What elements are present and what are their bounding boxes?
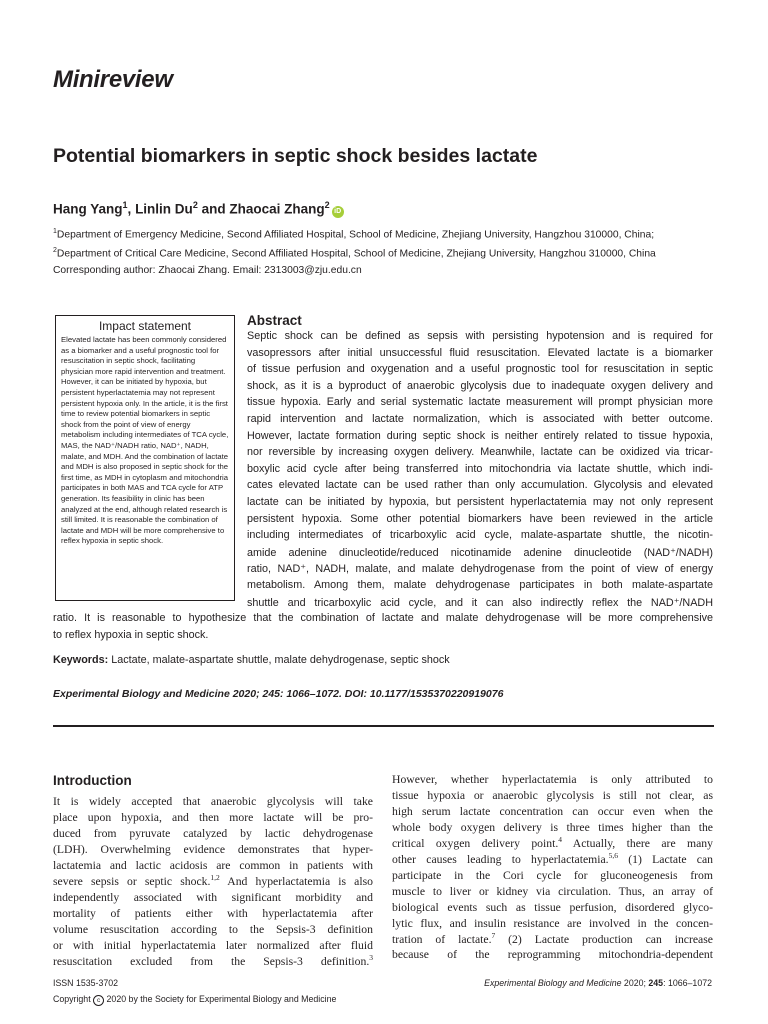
author-name: Zhaocai Zhang xyxy=(229,201,325,217)
author-affiliation-mark: 2 xyxy=(192,200,198,210)
affiliation-text: Department of Critical Care Medicine, Second Affiliated Hospital, School of Medicine, Zhejiang University, Hangzhou 310000, China xyxy=(56,248,656,260)
body-text-line xyxy=(392,930,713,946)
impact-statement-box xyxy=(55,315,235,601)
author-separator: and xyxy=(197,201,230,217)
abstract-line: boxylic acid cycle after being transferred into mitochondria via lactate shuttle, which indi- xyxy=(247,462,713,475)
body-text-line xyxy=(392,850,713,866)
abstract-line: cates elevated lactate can be used rather than only accumulation. Glycolysis and elevated xyxy=(247,479,713,492)
footer-journal-name: Experimental Biology and Medicine xyxy=(484,978,622,988)
author-name: Linlin Du xyxy=(135,201,193,217)
body-text: And hyperlactatemia is also xyxy=(219,874,373,888)
corresponding-author: Corresponding author: Zhaocai Zhang. Email: 2313003@zju.edu.cn xyxy=(53,264,362,276)
abstract-line: Septic shock can be defined as sepsis with persisting hypotension and is required for xyxy=(247,330,713,342)
body-text-line xyxy=(53,843,373,856)
body-text: lytic flux, and insulin resistance are involved in the concen- xyxy=(392,916,713,930)
body-text-line xyxy=(392,885,713,898)
citation-mark: 1,2 xyxy=(210,872,220,882)
orcid-icon[interactable]: iD xyxy=(332,206,344,218)
footer-journal-year: 2020; xyxy=(621,978,649,988)
footer-journal-volume: 245 xyxy=(648,978,664,988)
abstract-line: ratio. It is reasonable to hypothesize that the combination of lactate and malate dehydrogenase will be more comprehensive xyxy=(53,612,713,624)
abstract-line: amide adenine dinucleotide/reduced nicotinamide adenine dinucleotide (NAD⁺/NADH) xyxy=(247,546,713,559)
affiliation-mark: 1 xyxy=(53,228,57,235)
abstract-line: of tissue perfusion and oxygenation and a useful prognostic tool for resuscitation in septic xyxy=(247,363,713,376)
affiliation-text: Department of Emergency Medicine, Second Affiliated Hospital, School of Medicine, Zhejiang University, Hangzhou 310000, China; xyxy=(56,229,655,241)
citation-mark: 5,6 xyxy=(608,850,618,860)
abstract-line: persistent hypoxia. Some other potential biomarkers have been reviewed in the article xyxy=(247,512,713,525)
body-text: other causes leading to hyperlactatemia. xyxy=(392,852,609,866)
citation-mark: 7 xyxy=(491,930,496,940)
affiliation-line xyxy=(53,224,656,243)
footer-journal-pages: : 1066–1072 xyxy=(663,978,712,988)
abstract-line: including intermediates of tricarboxylic acid cycle, malate-aspartate shuttle, the nicotin- xyxy=(247,529,713,542)
body-text-line xyxy=(53,907,373,920)
body-text: participate in the Cori cycle for gluconeogenesis from xyxy=(392,868,713,882)
article-title: Potential biomarkers in septic shock besides lactate xyxy=(53,145,538,167)
body-text: tissue hypoxia or anaerobic glycolysis is still not clear, as xyxy=(392,788,713,802)
body-text: (1) Lactate can xyxy=(617,852,713,866)
body-text-line xyxy=(53,859,373,872)
body-text: because of the reprogramming mitochondria-dependent xyxy=(392,948,713,962)
impact-statement-text: Elevated lactate has been commonly considered as a biomarker and a useful prognostic tool for resuscitation in septic shock, facilitating physician more rapid intervention and treatment. However, it can be initiated by hypoxia, but persistent hyperlactatemia may not represent persistent hypoxia only. In the article, it is the first time to review potential biomarkers in septic shock from the point of view of energy metabolism including intermediates of TCA cycle, MAS, the NAD⁺/NADH ratio, NAD⁺, NADH, malate, and MDH. And the combination of lactate and MDH is also proposed in septic shock for the first time, as MDH in cytoplasm and mitochondria participates in both MAS and TCA cycle for ATP generation. Its feasibility in clinic has been analyzed at the end, although related research is still limited. It is reasonable the combination of lactate and MDH will be more comprehensive to reflex hypoxia in septic shock. xyxy=(61,335,229,546)
abstract-line: shock, as it is a byproduct of anaerobic glycolysis due to inadequate oxygen delivery and xyxy=(247,379,713,392)
body-text: place upon hypoxia, and then more lactate will be pro- xyxy=(53,810,373,824)
body-text: whole body oxygen delivery is three times higher than the xyxy=(392,820,713,834)
body-text: biological events such as tissue perfusion, disordered glyco- xyxy=(392,900,713,914)
footer-journal xyxy=(390,978,712,988)
body-text: It is widely accepted that anaerobic glycolysis will take xyxy=(53,795,373,808)
abstract-line: rapid intervention and lactate normalization, which is associated with better outcome. xyxy=(247,413,713,425)
affiliation-line xyxy=(53,243,656,262)
body-text-line xyxy=(392,773,713,786)
body-text: duced from pyruvate catalyzed by lactic dehydrogenase xyxy=(53,826,373,840)
affiliations xyxy=(53,224,656,279)
body-text: severe sepsis or septic shock. xyxy=(53,874,211,888)
body-text: critical oxygen delivery point. xyxy=(392,836,559,850)
body-text-line xyxy=(53,952,373,968)
body-text: However, whether hyperlactatemia is only attributed to xyxy=(392,773,713,786)
section-divider xyxy=(53,725,714,727)
author-separator: , xyxy=(127,201,136,217)
body-text: resuscitation excluded from the Sepsis-3 definition. xyxy=(53,954,370,968)
abstract-line: shuttle and tricarboxylic acid cycle, and it can also indirectly reflex the NAD⁺/NADH xyxy=(247,596,713,609)
body-text: volume resuscitation according to the Sepsis-3 definition xyxy=(53,922,373,936)
body-text-line xyxy=(392,834,713,850)
affiliation-mark: 2 xyxy=(53,247,57,255)
body-text: (2) Lactate production can increase xyxy=(495,932,713,946)
impact-statement-heading: Impact statement xyxy=(98,319,192,333)
author-affiliation-mark: 1 xyxy=(122,200,128,210)
body-text-line xyxy=(53,923,373,936)
body-text-line xyxy=(53,795,373,808)
body-text: tration of lactate. xyxy=(392,932,492,946)
body-text-line xyxy=(53,811,373,824)
abstract-line: vasopressors after initial unsuccessful fluid resuscitation. Elevated lactate is a biomarker xyxy=(247,346,713,359)
body-text: lactatemia and lactic acidosis are common in patients with xyxy=(53,858,373,872)
keywords-line xyxy=(53,654,450,666)
citation-mark: 3 xyxy=(369,952,373,962)
copyright-prefix: Copyright xyxy=(53,994,94,1004)
body-text: high serum lactate concentration can occur even when the xyxy=(392,804,713,818)
footer-issn: ISSN 1535-3702 xyxy=(53,978,119,988)
body-text: mortality of patients either with hyperlactatemia after xyxy=(53,906,373,920)
citation-line: Experimental Biology and Medicine 2020; 245: 1066–1072. DOI: 10.1177/1535370220919076 xyxy=(53,688,504,700)
body-text-line xyxy=(392,869,713,882)
copyright-icon: c xyxy=(93,995,104,1006)
introduction-heading: Introduction xyxy=(53,773,132,788)
body-text: muscle to liver or kidney via circulation. Thus, an array of xyxy=(392,884,713,898)
keywords-text: Lactate, malate-aspartate shuttle, malate dehydrogenase, septic shock xyxy=(108,654,450,666)
body-text-line xyxy=(392,917,713,930)
abstract-line: to reflex hypoxia in septic shock. xyxy=(53,628,209,641)
section-label: Minireview xyxy=(53,66,173,93)
body-text-line xyxy=(392,901,713,914)
abstract-line: metabolism. Among them, malate dehydrogenase participates in both malate-aspartate xyxy=(247,579,713,591)
body-text-line xyxy=(53,872,373,888)
abstract-line: ratio, NAD⁺, NADH, malate, and malate dehydrogenase from the point of view of energy xyxy=(247,563,713,576)
abstract-line: tissue hypoxia. Early and serial systematic lactate measurement will prompt physician more xyxy=(247,396,713,409)
body-text-line xyxy=(392,821,713,834)
body-text: (LDH). Overwhelming evidence demonstrates that hyper- xyxy=(53,842,373,856)
keywords-label: Keywords: xyxy=(53,654,109,666)
body-text-line xyxy=(392,948,713,961)
author-affiliation-mark: 2 xyxy=(324,200,330,210)
abstract-line: However, lactate formation during septic shock is neither entirely related to tissue hypoxia, xyxy=(247,429,713,442)
body-text: independently associated with significant morbidity and xyxy=(53,890,373,904)
authors-line xyxy=(53,200,344,218)
abstract-heading: Abstract xyxy=(247,313,302,328)
body-text-line xyxy=(53,827,373,840)
author-name: Hang Yang xyxy=(53,201,123,217)
body-text: or with initial hyperlactatemia later normalized after fluid xyxy=(53,938,373,952)
body-text: Actually, there are many xyxy=(562,836,713,850)
body-text-line xyxy=(392,789,713,802)
body-text-line xyxy=(53,939,373,952)
copyright-text: 2020 by the Society for Experimental Biology and Medicine xyxy=(104,994,337,1004)
body-text-line xyxy=(53,891,373,904)
abstract-line: lactate can be initiated by hypoxia, but persistent hyperlactatemia may not only represent xyxy=(247,496,713,508)
abstract-line: nor reversible by increasing oxygen delivery. Meanwhile, lactate can be oxidized via tricar- xyxy=(247,446,713,459)
footer-copyright xyxy=(53,994,336,1006)
citation-mark: 4 xyxy=(558,834,563,844)
body-text-line xyxy=(392,805,713,818)
